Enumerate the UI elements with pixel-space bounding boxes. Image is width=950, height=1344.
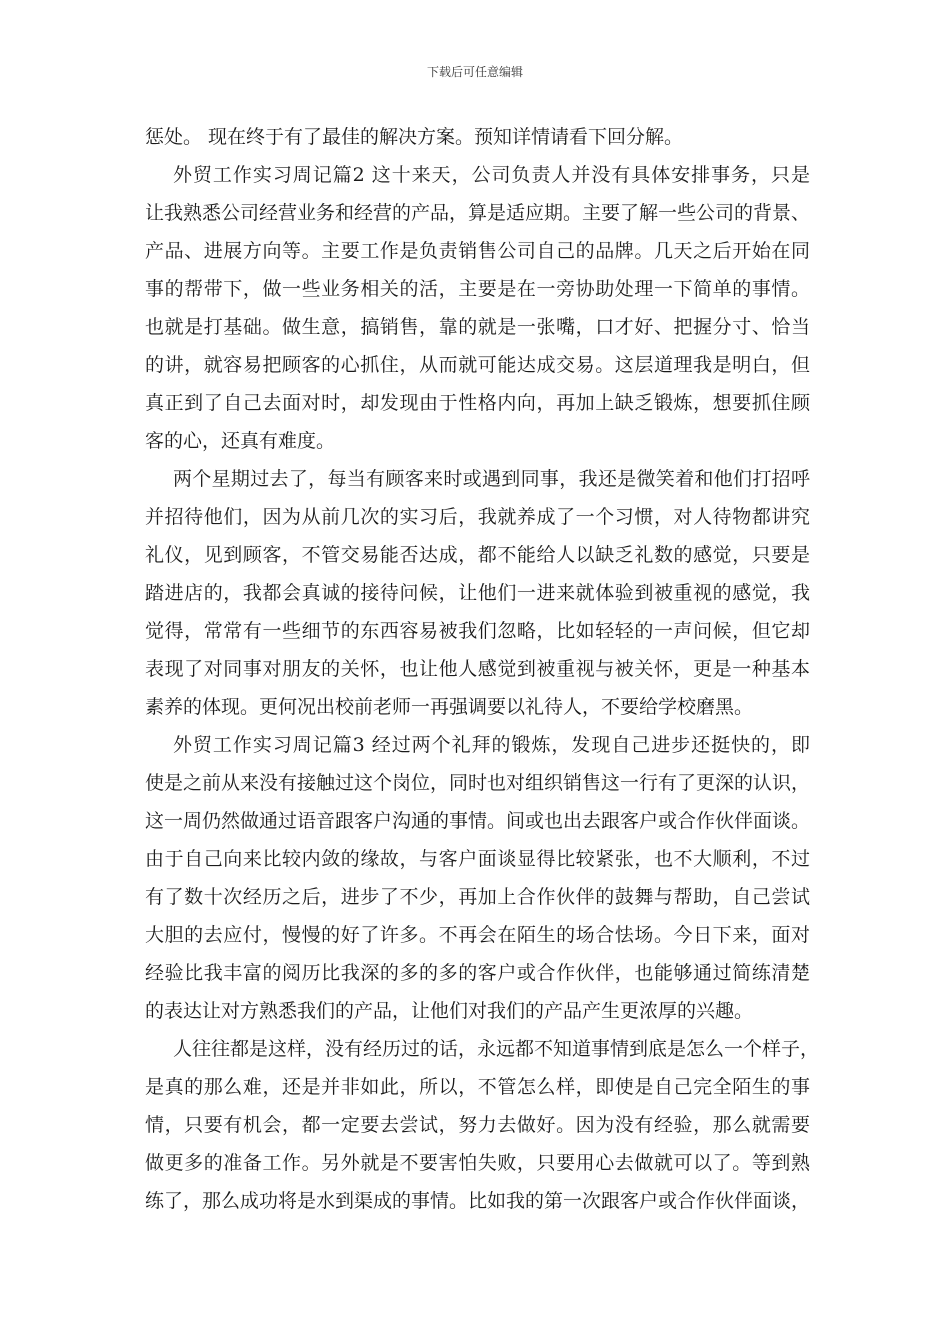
text-line: 经验比我丰富的阅历比我深的多的多的客户或合作伙伴，也能够通过简练清楚 <box>145 962 810 984</box>
page-header <box>0 64 950 80</box>
text-line: 练了，那么成功将是水到渠成的事情。比如我的第一次跟客户或合作伙伴面谈， <box>145 1190 811 1212</box>
header-text: 下载后可任意编辑 <box>426 65 523 79</box>
text-line: 觉得，常常有一些细节的东西容易被我们忽略，比如轻轻的一声问候，但它却 <box>145 620 810 642</box>
text-line: 客的心，还真有难度。 <box>145 430 336 452</box>
text-line: 踏进店的，我都会真诚的接待问候，让他们一进来就体验到被重视的感觉，我 <box>145 582 810 604</box>
text-line: 情，只要有机会，都一定要去尝试，努力去做好。因为没有经验，那么就需要 <box>145 1114 810 1136</box>
text-line: 有了数十次经历之后，进步了不少，再加上合作伙伴的鼓舞与帮助，自己尝试 <box>145 886 810 908</box>
text-line: 真正到了自己去面对时，却发现由于性格内向，再加上缺乏锻炼，想要抓住顾 <box>145 392 810 414</box>
text-line: 产品、进展方向等。主要工作是负责销售公司自己的品牌。几天之后开始在同 <box>145 240 810 262</box>
text-line: 由于自己向来比较内敛的缘故，与客户面谈显得比较紧张，也不大顺利，不过 <box>145 848 810 870</box>
text-line: 这一周仍然做通过语音跟客户沟通的事情。间或也出去跟客户或合作伙伴面谈。 <box>145 810 811 832</box>
text-line: 惩处。 现在终于有了最佳的解决方案。预知详情请看下回分解。 <box>145 126 684 148</box>
text-line: 是真的那么难，还是并非如此，所以，不管怎么样，即使是自己完全陌生的事 <box>145 1076 810 1098</box>
text-line: 事的帮带下，做一些业务相关的活，主要是在一旁协助处理一下简单的事情。 <box>145 278 810 300</box>
text-line: 并招待他们，因为从前几次的实习后，我就养成了一个习惯，对人待物都讲究 <box>145 506 810 528</box>
text-line: 人往往都是这样，没有经历过的话，永远都不知道事情到底是怎么一个样子， <box>173 1038 820 1060</box>
text-line: 素养的体现。更何况出校前老师一再强调要以礼待人，不要给学校磨黑。 <box>145 696 754 718</box>
text-line: 表现了对同事对朋友的关怀，也让他人感觉到被重视与被关怀，更是一种基本 <box>145 658 810 680</box>
text-line: 使是之前从来没有接触过这个岗位，同时也对组织销售这一行有了更深的认识， <box>145 772 811 794</box>
text-line: 两个星期过去了，每当有顾客来时或遇到同事，我还是微笑着和他们打招呼 <box>173 468 810 490</box>
text-line: 外贸工作实习周记篇2 这十来天，公司负责人并没有具体安排事务，只是 <box>173 164 810 186</box>
text-line: 的表达让对方熟悉我们的产品，让他们对我们的产品产生更浓厚的兴趣。 <box>145 1000 754 1022</box>
text-line: 让我熟悉公司经营业务和经营的产品，算是适应期。主要了解一些公司的背景、 <box>145 202 811 224</box>
document-body <box>145 118 820 1220</box>
text-line: 也就是打基础。做生意，搞销售，靠的就是一张嘴，口才好、把握分寸、恰当 <box>145 316 810 338</box>
text-line: 大胆的去应付，慢慢的好了许多。不再会在陌生的场合怯场。今日下来，面对 <box>145 924 810 946</box>
text-line: 外贸工作实习周记篇3 经过两个礼拜的锻炼，发现自己进步还挺快的，即 <box>173 734 810 756</box>
text-line: 礼仪，见到顾客，不管交易能否达成，都不能给人以缺乏礼数的感觉，只要是 <box>145 544 810 566</box>
text-line: 的讲，就容易把顾客的心抓住，从而就可能达成交易。这层道理我是明白，但 <box>145 354 810 376</box>
text-line: 做更多的准备工作。另外就是不要害怕失败，只要用心去做就可以了。等到熟 <box>145 1152 810 1174</box>
